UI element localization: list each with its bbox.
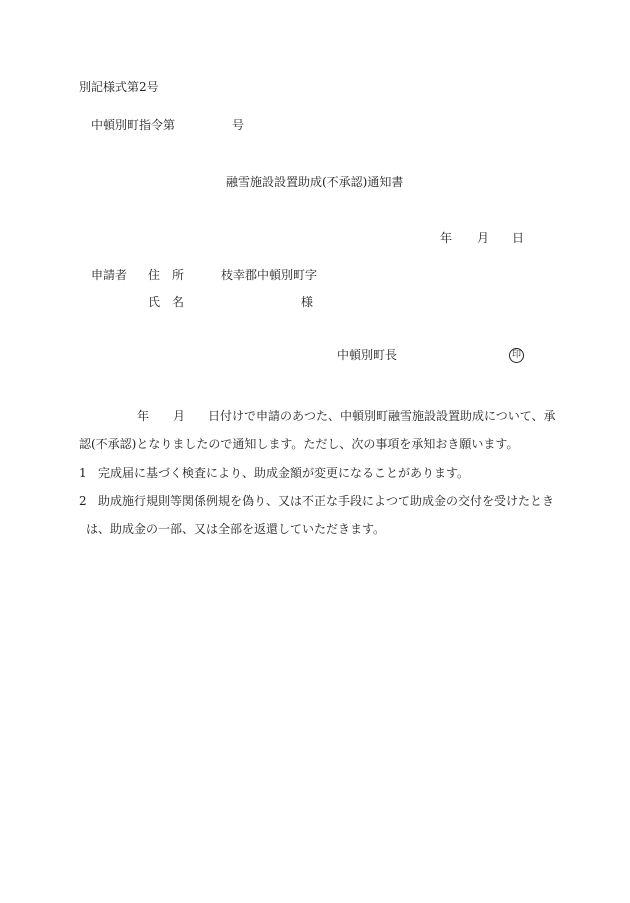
form-number: 別記様式第2号 xyxy=(79,80,159,94)
body-line-2: 認(不承認)となりましたので通知します。ただし、次の事項を承知おき願います。 xyxy=(79,437,519,451)
note-2-continuation: は、助成金の一部、又は全部を返還していただきます。 xyxy=(86,522,386,536)
name-label: 氏 名 xyxy=(148,295,185,309)
note-2-number: 2 xyxy=(79,494,87,508)
note-1-number: 1 xyxy=(79,466,87,480)
date-month: 月 xyxy=(477,231,490,245)
document-title: 融雪施設設置助成(不承認)通知書 xyxy=(226,175,404,189)
seal-mark: 印 xyxy=(509,348,524,363)
note-1-text: 完成届に基づく検査により、助成金額が変更になることがあります。 xyxy=(98,466,470,480)
address-value: 枝幸郡中頓別町字 xyxy=(221,268,318,282)
body-date-month: 月 xyxy=(173,409,186,423)
applicant-label: 申請者 xyxy=(91,268,128,282)
body-date-year: 年 xyxy=(137,409,150,423)
directive-suffix: 号 xyxy=(232,118,245,132)
date-day: 日 xyxy=(512,231,525,245)
honorific: 様 xyxy=(301,295,314,309)
body-line-1: 日付けで申請のあつた、中頓別町融雪施設設置助成について、承 xyxy=(208,409,556,423)
address-label: 住 所 xyxy=(148,268,185,282)
issuer-title: 中頓別町長 xyxy=(337,348,398,362)
directive-prefix: 中頓別町指令第 xyxy=(91,118,176,132)
date-year: 年 xyxy=(440,231,453,245)
note-2-text: 助成施行規則等関係例規を偽り、又は不正な手段によつて助成金の交付を受けたとき xyxy=(98,494,555,508)
